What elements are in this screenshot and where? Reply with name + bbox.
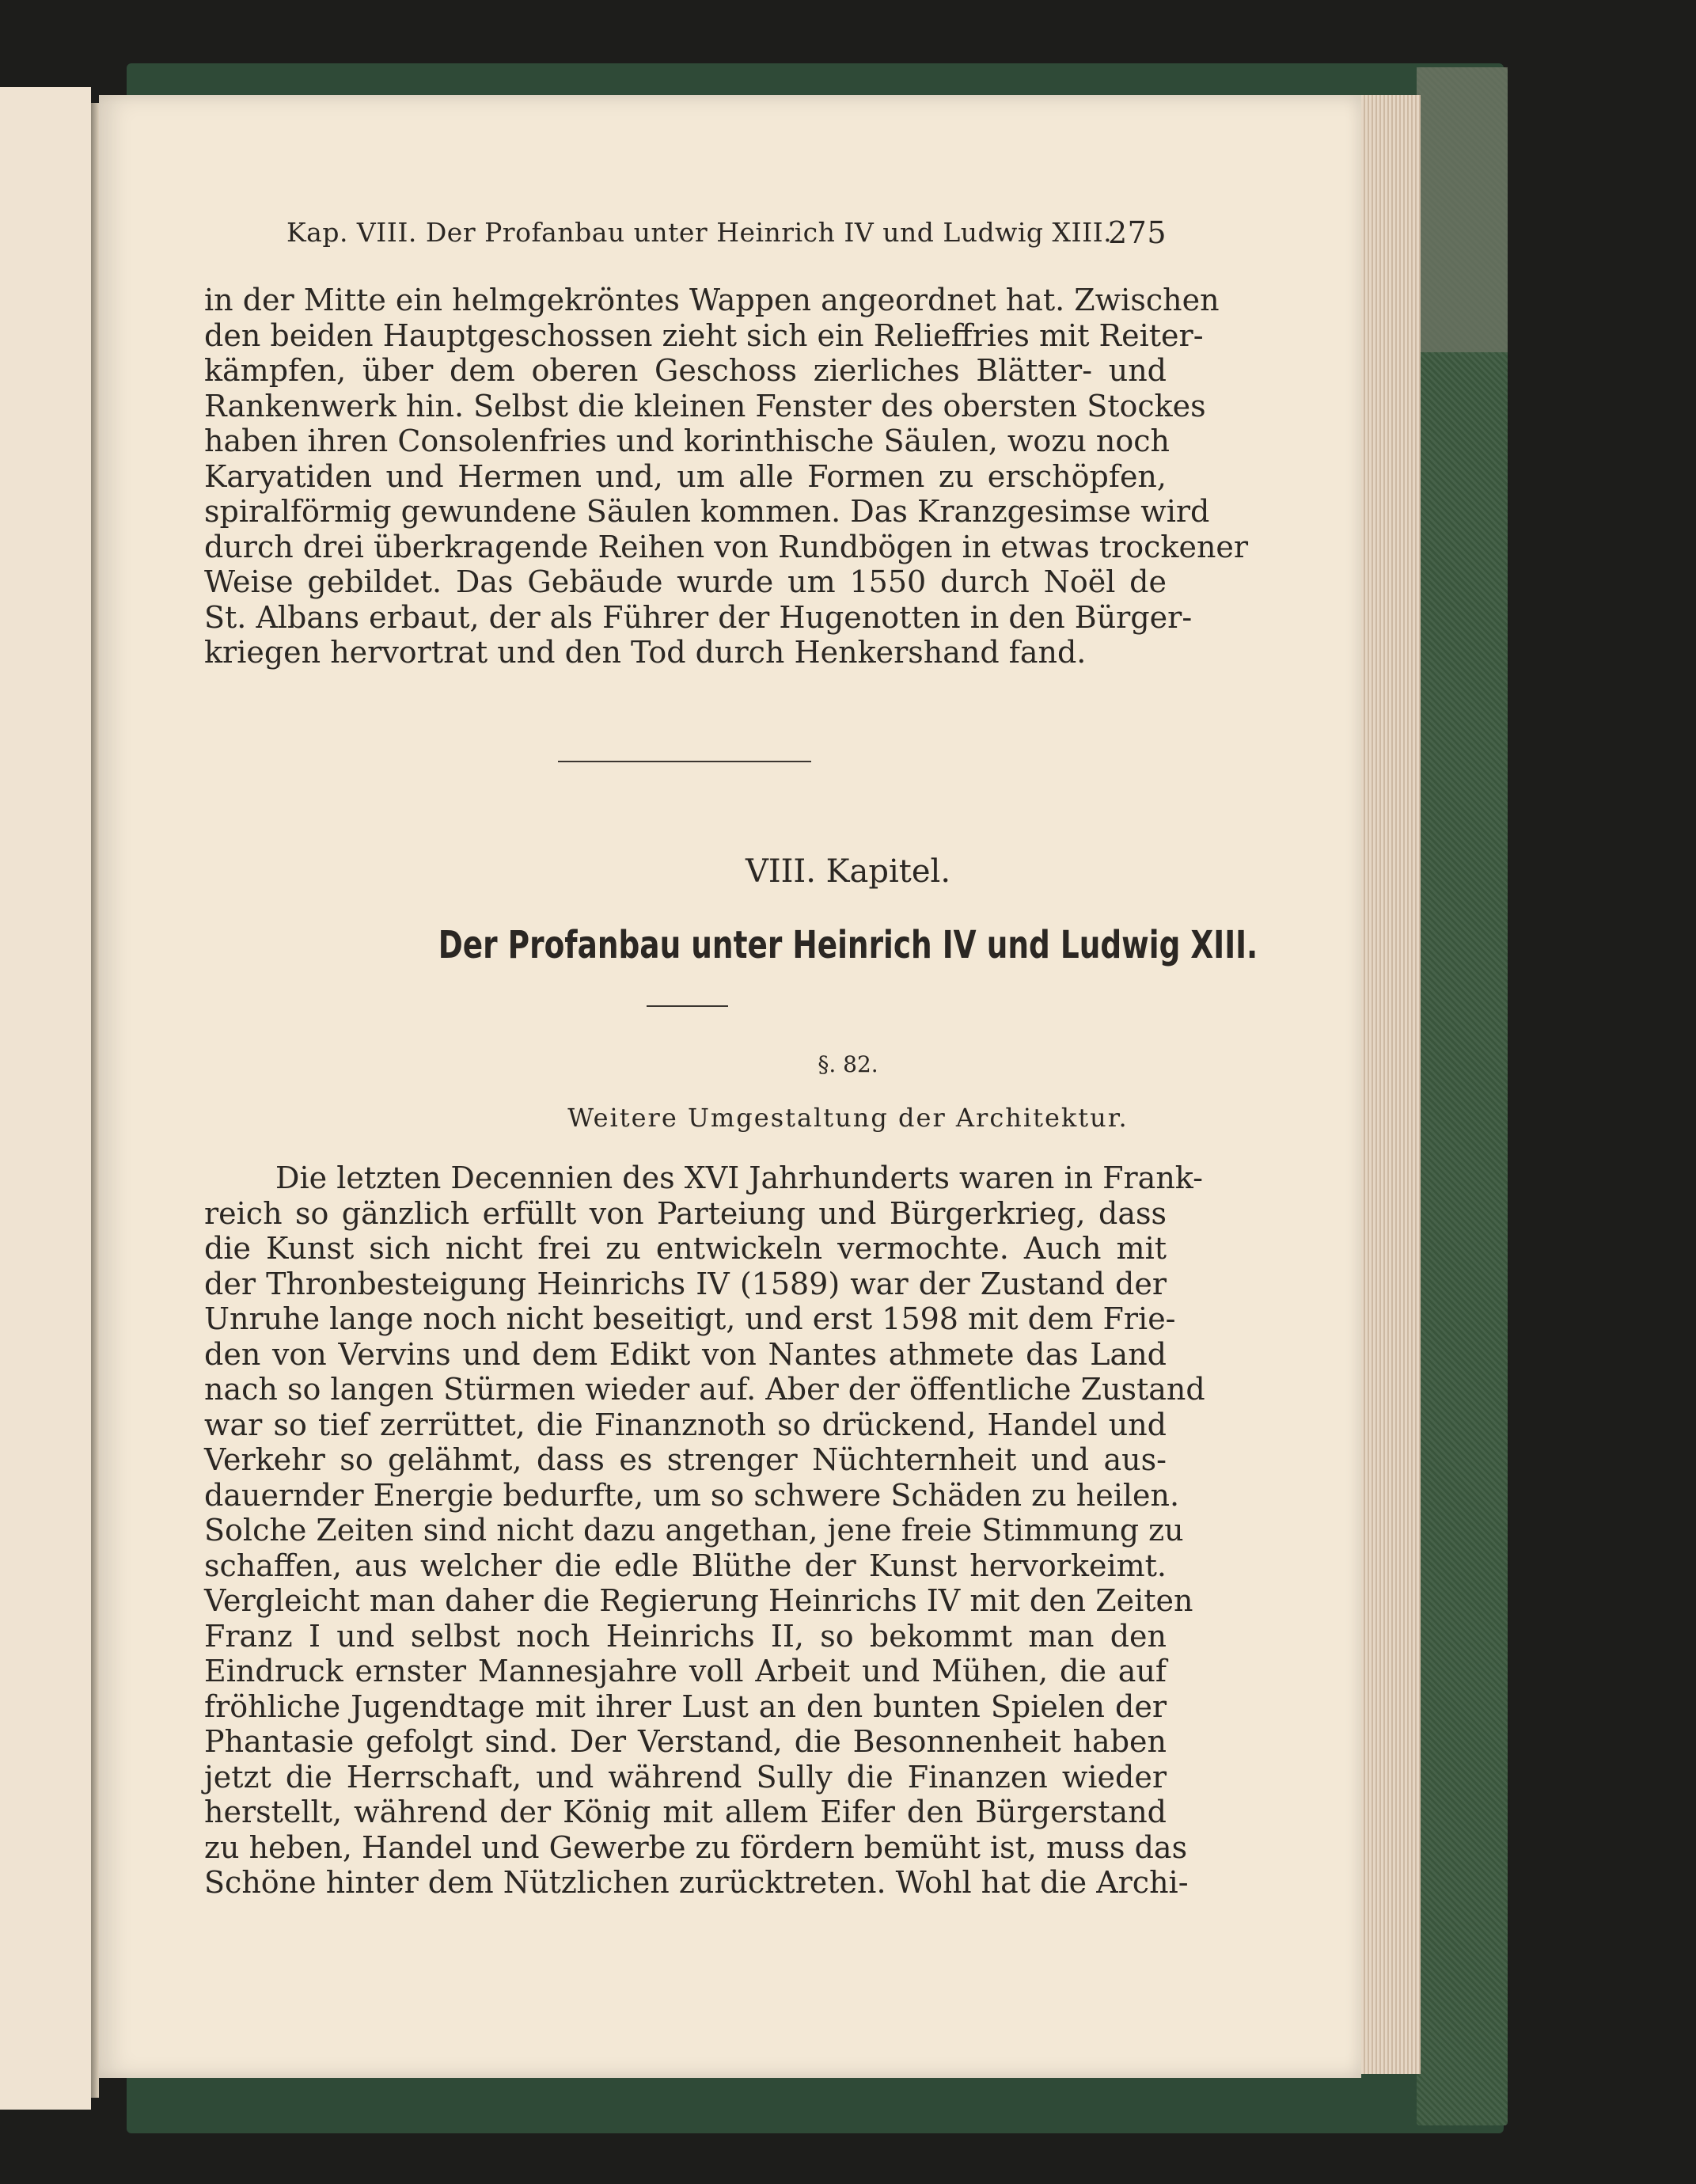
text-line: Vergleicht man daher die Regierung Heinrichs IV mit den Zeiten [204,1583,1193,1618]
page-header [286,207,1167,255]
text-line: den von Vervins und dem Edikt von Nantes athmete das Land [204,1336,1167,1372]
chapter-title: Der Profanbau unter Heinrich IV und Ludwig XIII. [438,923,1258,967]
title-divider-rule [647,1005,728,1007]
text-line: den beiden Hauptgeschossen zieht sich ein Relieffries mit Reiter- [204,317,1204,353]
text-line: Franz I und selbst noch Heinrichs II, so bekommt man den [204,1618,1167,1654]
text-line: reich so gänzlich erfüllt von Parteiung und Bürgerkrieg, dass [204,1195,1167,1231]
text-line: in der Mitte ein helmgekröntes Wappen angeordnet hat. Zwischen [204,283,1220,317]
running-title: Kap. VIII. Der Profanbau unter Heinrich IV und Ludwig XIII. [286,217,1113,248]
text-line: Die letzten Decennien des XVI Jahrhunderts waren in Frank- [275,1160,1204,1195]
text-line: der Thronbesteigung Heinrichs IV (1589) war der Zustand der [204,1266,1167,1301]
text-line: Unruhe lange noch nicht beseitigt, und erst 1598 mit dem Frie- [204,1301,1176,1336]
text-line: nach so langen Stürmen wieder auf. Aber der öffentliche Zustand [204,1372,1205,1407]
book-gutter [91,103,99,2098]
text-line: Schöne hinter dem Nützlichen zurücktreten. Wohl hat die Archi- [204,1865,1189,1900]
page-number: 275 [1107,215,1167,250]
text-line: durch drei überkragende Reihen von Rundbögen in etwas trockener [204,529,1249,564]
text-line: St. Albans erbaut, der als Führer der Hugenotten in den Bürger- [204,599,1193,635]
text-line: Eindruck ernster Mannesjahre voll Arbeit und Mühen, die auf [204,1654,1167,1688]
text-line: war so tief zerrüttet, die Finanznoth so drückend, Handel und [204,1407,1167,1442]
second-paragraph [204,1160,1205,1901]
text-line: Solche Zeiten sind nicht dazu angethan, jene freie Stimmung zu [204,1513,1184,1548]
text-line: Verkehr so gelähmt, dass es strenger Nüchternheit und aus- [204,1442,1167,1477]
left-page-edge [0,87,91,2110]
section-title: Weitere Umgestaltung der Architektur. [567,1103,1129,1133]
text-line: zu heben, Handel und Gewerbe zu fördern bemüht ist, muss das [204,1829,1188,1865]
first-paragraph [204,283,1249,670]
text-line: spiralförmig gewundene Säulen kommen. Das Kranzgesimse wird [204,494,1210,529]
text-line: fröhliche Jugendtage mit ihrer Lust an den bunten Spielen der [204,1688,1167,1724]
page-edges [1357,95,1421,2074]
text-line: jetzt die Herrschaft, und während Sully die Finanzen wieder [204,1759,1167,1795]
text-line: kämpfen, über dem oberen Geschoss zierliches Blätter- und [204,353,1167,388]
text-line: Weise gebildet. Das Gebäude wurde um 1550 durch Noël de [204,564,1167,599]
text-line: dauernder Energie bedurfte, um so schwere Schäden zu heilen. [204,1477,1180,1513]
chapter-divider-rule [558,761,811,762]
text-line: Karyatiden und Hermen und, um alle Formen zu erschöpfen, [204,458,1167,494]
text-line: schaffen, aus welcher die edle Blüthe der Kunst hervorkeimt. [204,1548,1167,1583]
section-number: §. 82. [818,1051,878,1077]
book-cover-spine-edge [1417,67,1508,2125]
text-line: die Kunst sich nicht frei zu entwickeln vermochte. Auch mit [204,1231,1167,1266]
text-line: kriegen hervortrat und den Tod durch Henkershand fand. [204,635,1087,670]
text-line: Phantasie gefolgt sind. Der Verstand, die Besonnenheit haben [204,1724,1167,1759]
text-line: haben ihren Consolenfries und korinthische Säulen, wozu noch [204,424,1170,458]
worn-cover-corner [1417,67,1508,352]
text-line: Rankenwerk hin. Selbst die kleinen Fenster des obersten Stockes [204,388,1206,424]
chapter-number: VIII. Kapitel. [745,853,951,890]
text-line: herstellt, während der König mit allem Eifer den Bürgerstand [204,1795,1167,1829]
